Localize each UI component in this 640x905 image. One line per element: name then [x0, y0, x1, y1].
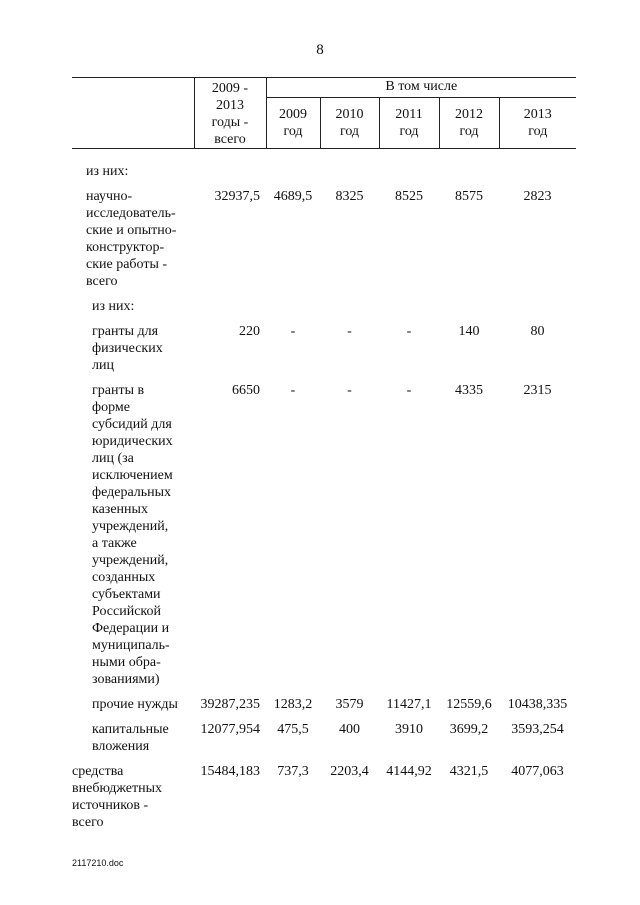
cell-total [194, 149, 266, 181]
cell-year: 8525 [395, 189, 423, 204]
cell-year: 4335 [455, 383, 483, 398]
cell-year: 400 [339, 722, 360, 737]
row-label: научно- исследователь- ские и опытно- конструктор- ские работы - всего [86, 189, 177, 289]
table-body [72, 149, 576, 832]
cell-year [320, 149, 379, 181]
table-row [72, 315, 576, 374]
table-row [72, 713, 576, 755]
header-label-empty [72, 78, 194, 149]
cell-year [320, 290, 379, 315]
cell-year: - [347, 324, 352, 339]
cell-total: 220 [239, 324, 260, 339]
cell-year: 3699,2 [449, 722, 489, 737]
row-label: гранты в форме субсидий для юридических лиц (за исключением федеральных казенных учреждений, а также учреждений, созданных субъектами Российской Федерации и муниципаль- ными обра- зованиями) [92, 383, 173, 687]
header-total-col: 2009 - 2013 годы - всего [194, 78, 266, 149]
cell-year: - [290, 324, 296, 339]
cell-year: 737,3 [277, 764, 309, 779]
row-label: гранты для физических лиц [92, 324, 163, 373]
cell-total [194, 290, 266, 315]
row-label: из них: [86, 164, 129, 179]
budget-table [72, 77, 576, 831]
row-label: средства внебюджетных источников - всего [72, 764, 163, 830]
cell-year: 4689,5 [273, 189, 313, 204]
cell-year: 475,5 [277, 722, 309, 737]
cell-total: 15484,183 [200, 764, 260, 779]
header-year-2013: 2013 год [523, 106, 552, 139]
cell-year: 4144,92 [386, 764, 432, 779]
cell-year: 80 [530, 324, 545, 339]
table-row [72, 688, 576, 713]
cell-year [379, 149, 439, 181]
header-year-2009: 2009 год [266, 97, 320, 148]
cell-total: 12077,954 [200, 722, 260, 737]
header-year-2011: 2011 год [379, 97, 439, 148]
cell-year: - [290, 383, 296, 398]
cell-year: 1283,2 [273, 697, 313, 712]
cell-year: 2315 [523, 383, 552, 398]
table-row [72, 149, 576, 181]
header-year-2012: 2012 год [439, 97, 499, 148]
page-number: 8 [316, 42, 324, 58]
cell-year: - [406, 324, 412, 339]
cell-total: 32937,5 [214, 189, 260, 204]
row-label: капитальные вложения [92, 722, 169, 754]
cell-year: 2823 [523, 189, 552, 204]
cell-year: 11427,1 [386, 697, 432, 712]
header-group-label: В том числе [266, 78, 576, 98]
table-row [72, 290, 576, 315]
table-row [72, 180, 576, 290]
cell-year: 12559,6 [446, 697, 492, 712]
cell-total: 6650 [232, 383, 260, 398]
cell-year [379, 290, 439, 315]
budget-table-container [72, 77, 576, 831]
cell-year [439, 290, 499, 315]
cell-year: 3593,254 [511, 722, 564, 737]
cell-year [499, 290, 576, 315]
cell-year: 8575 [455, 189, 483, 204]
row-label: из них: [92, 299, 135, 314]
footer-filename: 2117210.doc [72, 858, 124, 868]
cell-year [499, 149, 576, 181]
cell-year: 10438,335 [507, 697, 568, 712]
cell-year: 2203,4 [330, 764, 369, 779]
cell-total: 39287,235 [200, 697, 260, 712]
cell-year: - [347, 383, 352, 398]
header-year-2010: 2010 год [320, 97, 379, 148]
cell-year [439, 149, 499, 181]
table-row [72, 755, 576, 831]
row-label: прочие нужды [92, 697, 178, 712]
cell-year: 140 [458, 324, 480, 339]
cell-year: 3910 [395, 722, 423, 737]
cell-year: 3579 [335, 697, 364, 712]
cell-year: 4077,063 [511, 764, 564, 779]
cell-year [266, 290, 320, 315]
cell-year [266, 149, 320, 181]
cell-year: 8325 [335, 189, 364, 204]
cell-year: - [406, 383, 412, 398]
table-row [72, 374, 576, 688]
cell-year: 4321,5 [449, 764, 489, 779]
